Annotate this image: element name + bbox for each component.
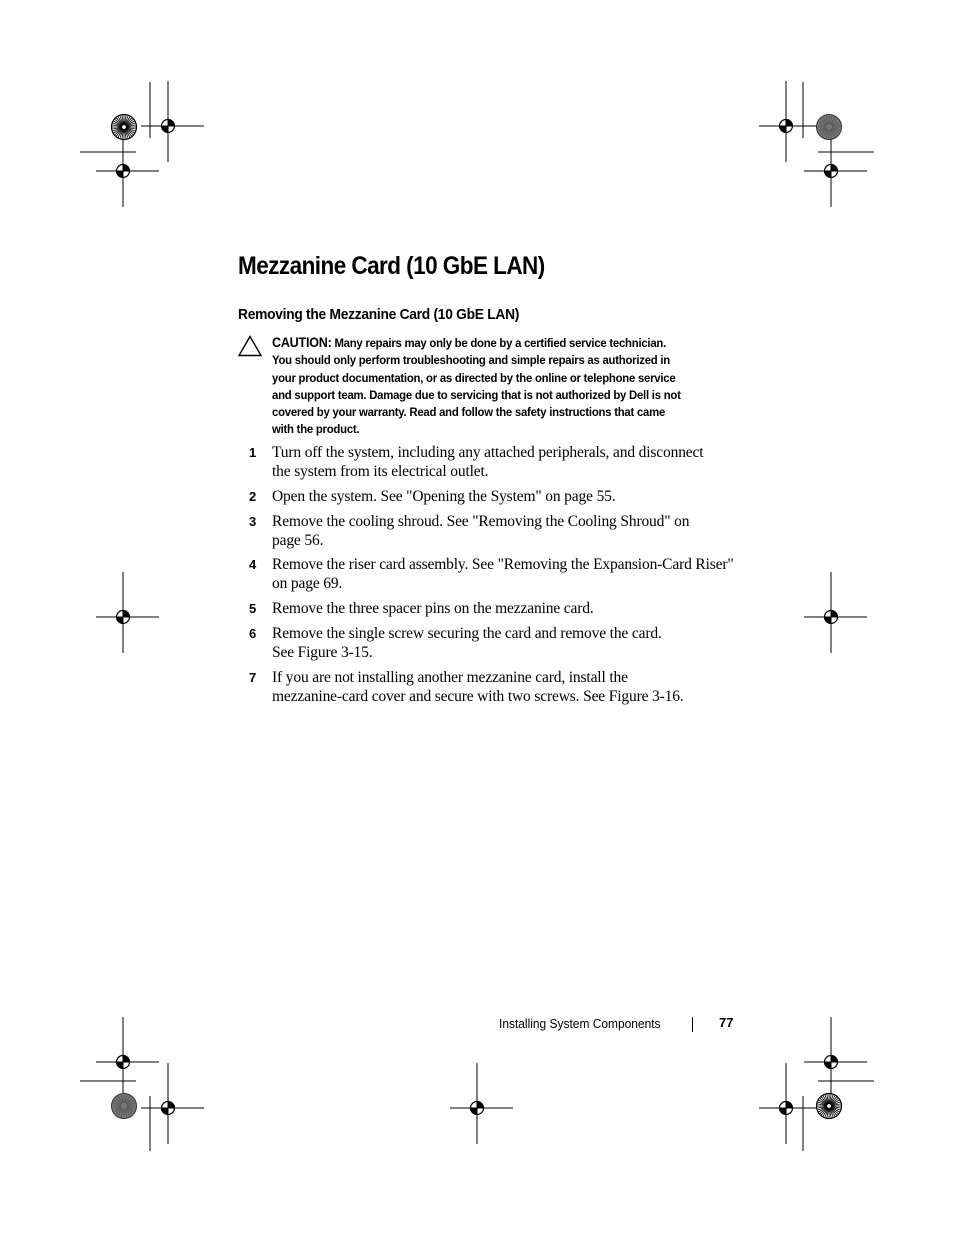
caution-line: You should only perform troubleshooting and simple repairs as authorized in — [272, 353, 670, 368]
step-text — [272, 668, 742, 706]
registration-target-quadrant — [477, 1102, 484, 1109]
step-number: 7 — [249, 670, 257, 685]
step-number: 4 — [249, 557, 257, 572]
step-line: If you are not installing another mezzanine card, install the — [272, 669, 628, 686]
step-text — [272, 443, 742, 481]
registration-target-quadrant — [162, 126, 169, 133]
registration-target-quadrant — [123, 165, 130, 172]
step-line: the system from its electrical outlet. — [272, 463, 489, 480]
procedure-step — [238, 487, 742, 506]
step-text — [272, 487, 742, 506]
step-line: Remove the single screw securing the card and remove the card. — [272, 625, 662, 642]
step-line: Remove the cooling shroud. See "Removing the Cooling Shroud" on — [272, 513, 690, 530]
registration-target-quadrant — [831, 611, 838, 618]
registration-target-quadrant — [162, 1108, 169, 1115]
registration-target-quadrant — [123, 1056, 130, 1063]
registration-target-quadrant — [123, 611, 130, 618]
step-line: Turn off the system, including any attached peripherals, and disconnect — [272, 444, 704, 461]
registration-target-quadrant — [780, 126, 787, 133]
step-line: Open the system. See "Opening the System" on page 55. — [272, 488, 616, 505]
registration-target-quadrant — [825, 171, 832, 178]
registration-target-quadrant — [825, 1062, 832, 1069]
caution-triangle-icon — [238, 335, 262, 357]
caution-line: with the product. — [272, 422, 360, 437]
step-number: 5 — [249, 601, 257, 616]
step-text — [272, 555, 742, 593]
footer-section-title: Installing System Components — [499, 1016, 661, 1031]
caution-line: Many repairs may only be done by a certified service technician. — [334, 336, 667, 350]
caution-line: covered by your warranty. Read and follow the safety instructions that came — [272, 405, 666, 420]
footer-divider — [692, 1017, 693, 1032]
registration-target-quadrant — [117, 617, 124, 624]
step-line: mezzanine-card cover and secure with two screws. See Figure 3-16. — [272, 688, 684, 705]
step-number: 2 — [249, 489, 257, 504]
caution-text — [272, 334, 737, 439]
step-line: Remove the riser card assembly. See "Removing the Expansion-Card Riser" — [272, 556, 734, 573]
step-line: See Figure 3-15. — [272, 644, 373, 661]
registration-target-quadrant — [117, 171, 124, 178]
page-number: 77 — [719, 1015, 734, 1030]
caution-line: and support team. Damage due to servicing that is not authorized by Dell is not — [272, 387, 681, 402]
procedure-step — [238, 443, 742, 481]
registration-target-quadrant — [786, 120, 793, 127]
procedure-step — [238, 599, 742, 618]
step-line: Remove the three spacer pins on the mezzanine card. — [272, 600, 594, 617]
registration-target-quadrant — [117, 1062, 124, 1069]
registration-target-quadrant — [831, 1056, 838, 1063]
registration-target-quadrant — [168, 1102, 175, 1109]
step-number: 6 — [249, 626, 257, 641]
registration-target-quadrant — [825, 617, 832, 624]
step-text — [272, 599, 742, 618]
registration-target-quadrant — [786, 1102, 793, 1109]
procedure-step — [238, 512, 742, 550]
caution-label: CAUTION: — [272, 335, 332, 350]
step-text — [272, 624, 742, 662]
procedure-step — [238, 668, 742, 706]
registration-target-quadrant — [780, 1108, 787, 1115]
registration-target-quadrant — [471, 1108, 478, 1115]
chapter-title: Mezzanine Card (10 GbE LAN) — [238, 252, 545, 280]
step-line: page 56. — [272, 532, 324, 549]
procedure-step — [238, 624, 742, 662]
step-line: on page 69. — [272, 575, 343, 592]
step-number: 1 — [249, 445, 257, 460]
step-text — [272, 512, 742, 550]
registration-target-quadrant — [168, 120, 175, 127]
procedure-step — [238, 555, 742, 593]
step-number: 3 — [249, 514, 257, 529]
registration-target-quadrant — [831, 165, 838, 172]
caution-line: your product documentation, or as directed by the online or telephone service — [272, 370, 676, 385]
section-title: Removing the Mezzanine Card (10 GbE LAN) — [238, 306, 520, 323]
